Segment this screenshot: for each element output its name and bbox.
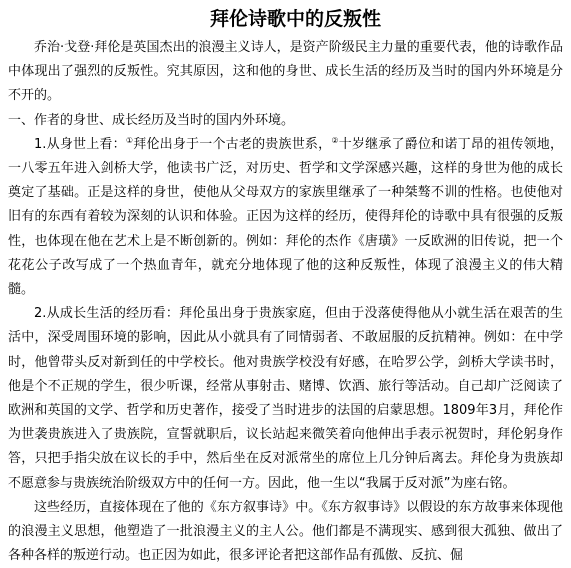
paragraph-experience: 2.从成长生活的经历看：拜伦虽出身于贵族家庭，但由于没落使得他从小就生活在艰苦的生活中，深受周围环境的影响，因此从小就具有了同情弱者、不敢屈服的反抗精神。例如：在中学时，他曾带头反对新到任的中学校长。他对贵族学校没有好感，在哈罗公学，剑桥大学读书时，他是个不正规的学生，很少听课，经常从事射击、赌博、饮酒、旅行等活动。自己却广泛阅读了欧洲和英国的文学、哲学和历史著作，接受了当时进步的法国的启蒙思想。1809年3月，拜伦作为世袭贵族进入了贵族院，宣誓就职后，议长站起来微笑着向他伸出手表示祝贺时，拜伦躬身作答，只把手指尖放在议长的手中，然后坐在反对派常坐的席位上几分钟后离去。拜伦身为贵族却不愿意参与贵族统治阶级双方中的任何一方。因此，他一生以“我属于反对派”为座右铭。 — [8, 306, 563, 491]
paragraph-lead: 1.从身世上看： — [34, 136, 126, 152]
section-heading: 一、作者的身世、成长经历及当时的国内外环境。 — [8, 112, 295, 128]
footnote-marker: ① — [125, 135, 134, 145]
paragraph-birth — [8, 133, 563, 302]
paragraph-eastern-tales: 这些经历，直接体现在了他的《东方叙事诗》中。《东方叙事诗》以假设的东方故事来体现他的浪漫主义思想，他塑造了一批浪漫主义的主人公。他们都是不满现实、感到很大孤独、做出了各种各样的叛逆行动。也正因为如此，很多评论者把这部作品有孤傲、反抗、倔 — [8, 499, 563, 564]
footnote-marker: ② — [331, 135, 339, 145]
document-body — [8, 36, 563, 568]
intro-paragraph: 乔治·戈登·拜伦是英国杰出的浪漫主义诗人，是资产阶级民主力量的重要代表，他的诗歌作品中体现出了强烈的反叛性。究其原因，这和他的身世、成长生活的经历及当时的国内外环境是分不开的。 — [8, 40, 563, 104]
document-title: 拜伦诗歌中的反叛性 — [209, 8, 381, 30]
paragraph-text: 十岁继承了爵位和诺丁昂的祖传领地，一八零五年进入剑桥大学，他读书广泛，对历史、哲学和文学深感兴趣，这样的身世为他的成长奠定了基础。正是这样的身世，使他从父母双方的家族里继承了一种桀骜不训的性格。也使他对旧有的东西有着较为深刻的认识和体验。正因为这样的经历，使得拜伦的诗歌中具有很强的反叛性，也体现在他在艺术上是不断创新的。例如：拜伦的杰作《唐璜》一反欧洲的旧传说，把一个花花公子改写成了一个热血青年，就充分地体现了他的这种反叛性，体现了浪漫主义的伟大精髓。 — [8, 136, 564, 298]
paragraph-text: 拜伦出身于一个古老的贵族世系， — [133, 136, 332, 152]
